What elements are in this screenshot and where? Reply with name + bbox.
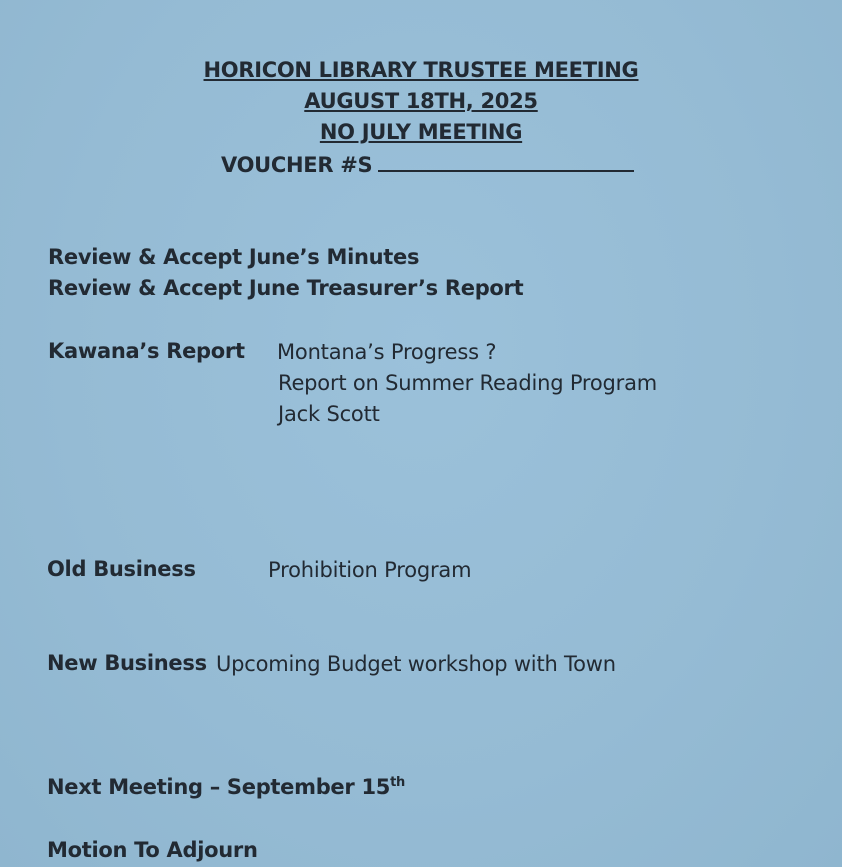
old-business-label: Old Business bbox=[47, 557, 196, 581]
voucher-field bbox=[221, 150, 634, 177]
kawana-report-label: Kawana’s Report bbox=[48, 339, 245, 363]
voucher-blank-line bbox=[378, 150, 634, 172]
kawana-item: Report on Summer Reading Program bbox=[278, 371, 658, 395]
meeting-date: AUGUST 18TH, 2025 bbox=[304, 89, 538, 113]
adjourn-item: Motion To Adjourn bbox=[47, 838, 258, 862]
kawana-item: Jack Scott bbox=[278, 402, 380, 426]
next-meeting-ordinal: th bbox=[390, 775, 405, 790]
minutes-item: Review & Accept June’s Minutes bbox=[48, 245, 420, 269]
meeting-title: HORICON LIBRARY TRUSTEE MEETING bbox=[203, 58, 639, 82]
new-business-label: New Business bbox=[47, 651, 207, 675]
kawana-item: Montana’s Progress ? bbox=[277, 340, 497, 364]
new-business-item: Upcoming Budget workshop with Town bbox=[216, 652, 616, 676]
next-meeting-text: Next Meeting – September 15 bbox=[47, 775, 391, 799]
next-meeting bbox=[47, 775, 405, 799]
old-business-item: Prohibition Program bbox=[268, 558, 472, 582]
meeting-note: NO JULY MEETING bbox=[319, 120, 523, 144]
voucher-label: VOUCHER #S bbox=[221, 153, 373, 177]
treasurer-item: Review & Accept June Treasurer’s Report bbox=[48, 276, 524, 300]
